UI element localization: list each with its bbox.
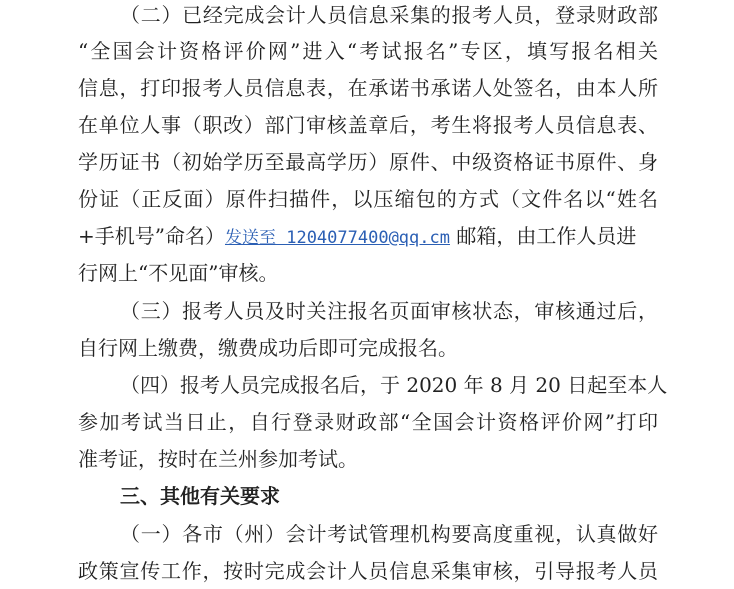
p4-line-1: （四）报考人员完成报名后，于 2020 年 8 月 20 日起至本人 (120, 373, 668, 397)
p3-line-1: （三）报考人员及时关注报名页面审核状态，审核通过后， (120, 299, 658, 323)
p2-line-7-prefix: +手机号”命名） (78, 224, 225, 248)
p3-line-2: 自行网上缴费，缴费成功后即可完成报名。 (78, 336, 458, 360)
s3-line-2: 政策宣传工作，按时完成会计人员信息采集审核，引导报考人员 (78, 559, 658, 583)
s3-line-1: （一）各市（州）会计考试管理机构要高度重视，认真做好 (120, 522, 658, 546)
p2-line-4: 在单位人事（职改）部门审核盖章后，考生将报考人员信息表、 (78, 113, 658, 137)
p4-line-3: 准考证，按时在兰州参加考试。 (78, 447, 358, 471)
email-link[interactable]: 发送至 1204077400@qq.cm (224, 228, 450, 248)
p2-line-6: 份证（正反面）原件扫描件，以压缩包的方式（文件名以“姓名 (78, 187, 658, 211)
p2-line-7 (78, 218, 658, 254)
p2-line-5: 学历证书（初始学历至最高学历）原件、中级资格证书原件、身 (78, 150, 658, 174)
p2-line-2: “全国会计资格评价网”进入“考试报名”专区，填写报名相关 (78, 39, 658, 63)
p2-line-3: 信息，打印报考人员信息表，在承诺书承诺人处签名，由本人所 (78, 76, 658, 100)
p2-line-1: （二）已经完成会计人员信息采集的报考人员，登录财政部 (120, 3, 658, 27)
p2-line-7-suffix: 邮箱，由工作人员进 (449, 224, 637, 248)
p4-line-2: 参加考试当日止，自行登录财政部“全国会计资格评价网”打印 (78, 410, 658, 434)
section-3-heading: 三、其他有关要求 (120, 484, 280, 508)
p2-line-8: 行网上“不见面”审核。 (78, 261, 279, 285)
